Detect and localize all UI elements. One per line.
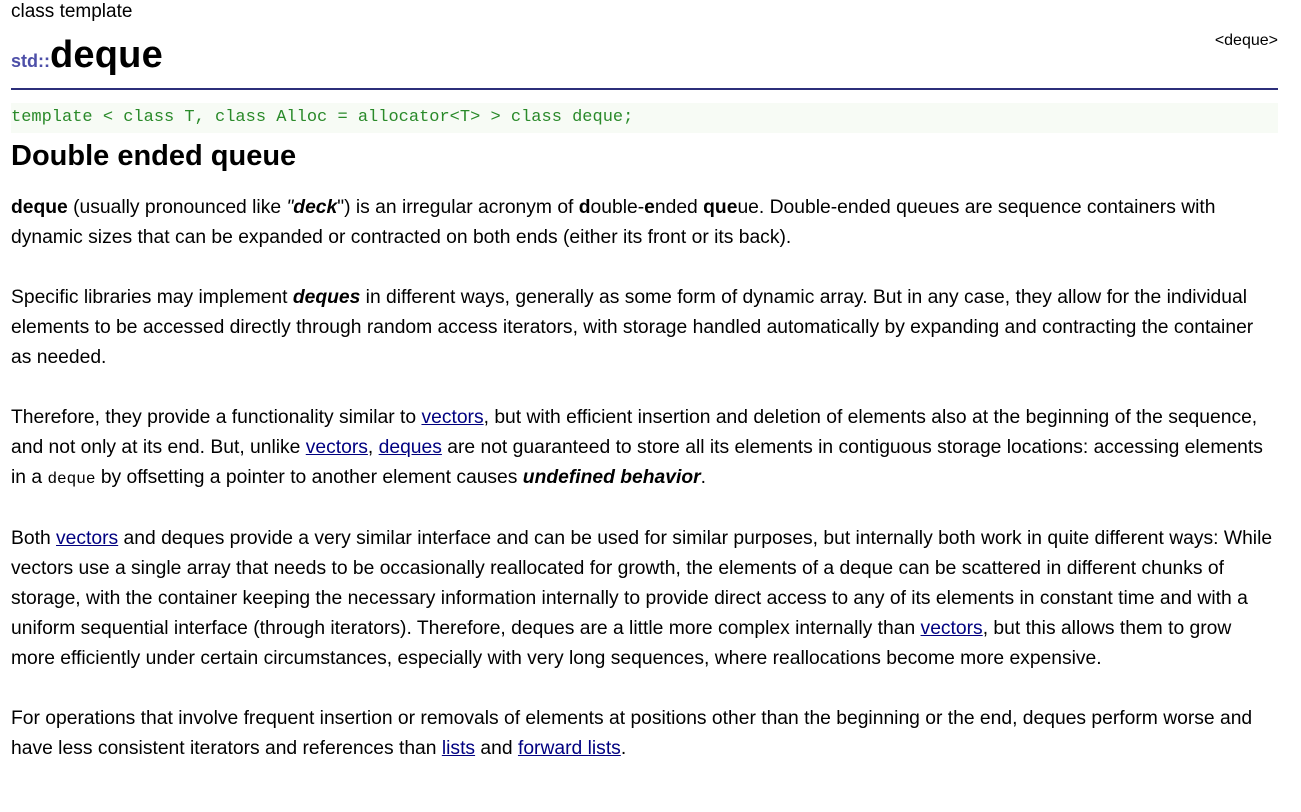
term-deque: deque (11, 197, 68, 218)
link-vectors[interactable]: vectors (56, 528, 119, 549)
entity-kind: class template (11, 1, 133, 22)
page-header (11, 24, 1278, 90)
header-file-label: <deque> (1214, 32, 1278, 49)
link-vectors[interactable]: vectors (920, 618, 983, 639)
paragraph-internals: Both vectors and deques provide a very similar interface and can be used for similar purposes, but internally both work in quite different ways: While vectors use a single array that needs to be occasionally reallocated for growth, the elements of a deque can be scattered in different chunks of storage, with the container keeping the necessary information internally to provide direct access to any of its elements in constant time and with a uniform sequential interface (through iterators). Therefore, deques are a little more complex internally than vectors, but this allows them to grow more efficiently under certain circumstances, especially with very long sequences, where reallocations become more expensive. (11, 528, 1273, 669)
link-lists[interactable]: lists (441, 738, 476, 759)
paragraph-implementation: Specific libraries may implement deques in different ways, generally as some form of dynamic array. But in any case, they allow for the individual elements to be accessed directly through random access iterators, with storage handled automatically by expanding and contracting the container as needed. (11, 287, 1254, 368)
link-vectors[interactable]: vectors (421, 407, 484, 428)
link-deques[interactable]: deques (378, 437, 442, 458)
inline-code: deque (47, 470, 96, 488)
section-heading: Double ended queue (11, 140, 297, 172)
paragraph-comparison: Therefore, they provide a functionality similar to vectors, but with efficient insertion and deletion of elements also at the beginning of the sequence, and not only at its end. But, unlike vectors, deques are not guaranteed to store all its elements in contiguous storage locations: accessing elements in a deque by offsetting a pointer to another element causes undefined behavior. (11, 407, 1263, 488)
link-vectors[interactable]: vectors (305, 437, 368, 458)
declaration-code: template < class T, class Alloc = allocator<T> > class deque; (11, 103, 1278, 133)
paragraph-performance: For operations that involve frequent insertion or removals of elements at positions other than the beginning or the end, deques perform worse and have less consistent iterators and references than lists and forward lists. (11, 708, 1253, 759)
term-deck: deck (293, 197, 338, 218)
class-name: deque (50, 34, 163, 76)
paragraph-intro: deque (usually pronounced like "deck") is an irregular acronym of double-ended queue. Double-ended queues are sequence containers with dynamic sizes that can be expanded or contracted on both ends (either its front or its back). (11, 197, 1216, 248)
term-deques: deques (292, 287, 361, 308)
link-forward-lists[interactable]: forward lists (517, 738, 621, 759)
namespace-prefix: std:: (11, 51, 50, 71)
page-title (11, 34, 163, 77)
term-undefined-behavior: undefined behavior (522, 467, 701, 488)
